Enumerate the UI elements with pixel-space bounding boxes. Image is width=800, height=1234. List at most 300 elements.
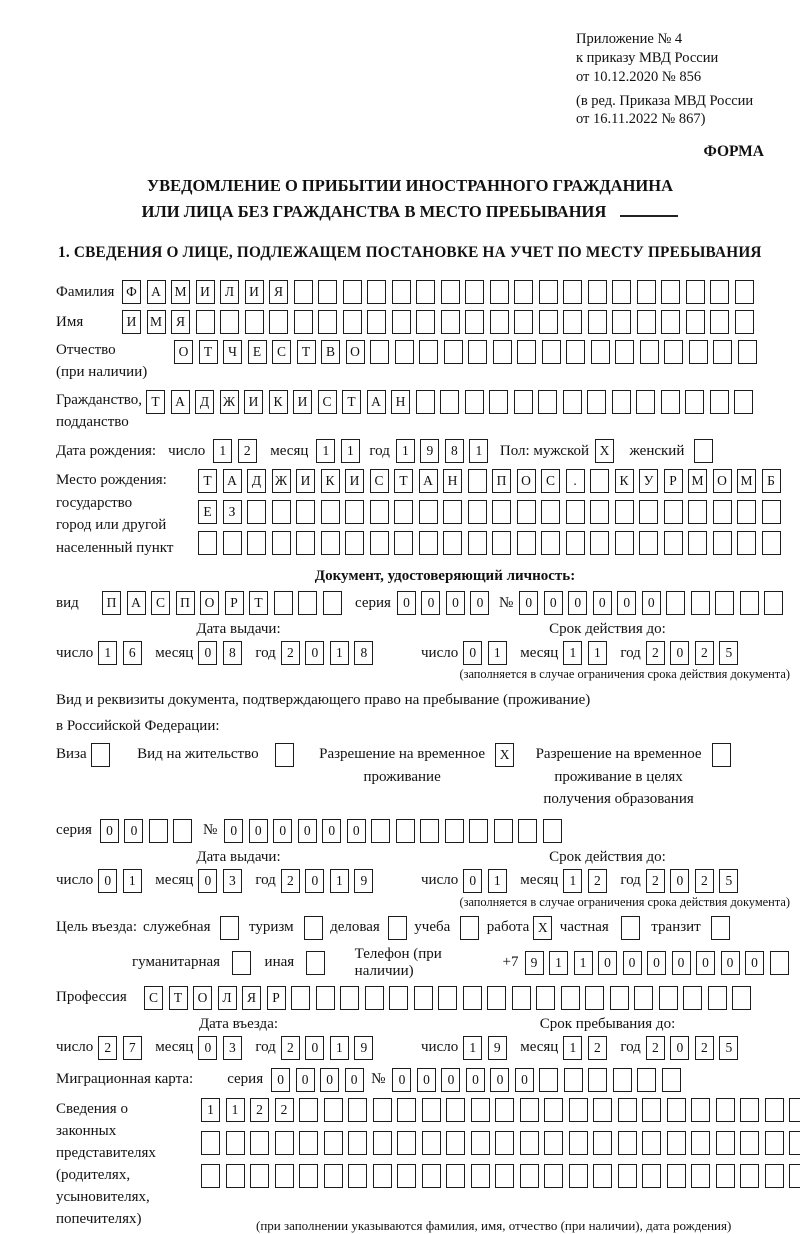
form-cell[interactable]	[713, 500, 732, 524]
form-cell[interactable]: Ж	[220, 390, 239, 414]
form-cell[interactable]: Р	[225, 591, 244, 615]
form-cell[interactable]: 0	[598, 951, 617, 975]
form-cell[interactable]: Л	[220, 280, 239, 304]
form-cell[interactable]: К	[615, 469, 634, 493]
form-cell[interactable]: С	[151, 591, 170, 615]
form-cell[interactable]: 0	[519, 591, 538, 615]
form-cell[interactable]	[416, 310, 435, 334]
form-cell[interactable]	[419, 500, 438, 524]
form-cell[interactable]	[637, 280, 656, 304]
form-cell[interactable]	[397, 1098, 416, 1122]
temp-residence-edu-checkbox[interactable]	[712, 743, 731, 767]
form-cell[interactable]: 2	[588, 869, 607, 893]
form-cell[interactable]	[198, 531, 217, 555]
form-cell[interactable]	[686, 280, 705, 304]
form-cell[interactable]	[686, 310, 705, 334]
form-cell[interactable]: 0	[271, 1068, 290, 1092]
form-cell[interactable]	[468, 531, 487, 555]
form-cell[interactable]	[738, 340, 757, 364]
form-cell[interactable]	[201, 1164, 220, 1188]
form-cell[interactable]: И	[345, 469, 364, 493]
form-cell[interactable]: 1	[330, 1036, 349, 1060]
form-cell[interactable]	[520, 1098, 539, 1122]
form-cell[interactable]	[541, 531, 560, 555]
form-cell[interactable]: О	[193, 986, 212, 1010]
form-cell[interactable]: С	[541, 469, 560, 493]
form-cell[interactable]: 0	[568, 591, 587, 615]
form-cell[interactable]	[371, 819, 390, 843]
form-cell[interactable]: 5	[719, 1036, 738, 1060]
form-cell[interactable]: 0	[124, 819, 143, 843]
form-cell[interactable]	[397, 1164, 416, 1188]
form-cell[interactable]	[667, 1098, 686, 1122]
form-cell[interactable]	[441, 310, 460, 334]
form-cell[interactable]: 0	[397, 591, 416, 615]
form-cell[interactable]: 2	[98, 1036, 117, 1060]
form-cell[interactable]: 1	[341, 439, 360, 463]
form-cell[interactable]	[348, 1164, 367, 1188]
form-cell[interactable]: А	[367, 390, 386, 414]
form-cell[interactable]: 0	[515, 1068, 534, 1092]
form-cell[interactable]	[732, 986, 751, 1010]
form-cell[interactable]: 0	[417, 1068, 436, 1092]
form-cell[interactable]: 2	[646, 1036, 665, 1060]
form-cell[interactable]	[321, 531, 340, 555]
form-cell[interactable]: Я	[269, 280, 288, 304]
form-cell[interactable]	[685, 390, 704, 414]
form-cell[interactable]	[517, 531, 536, 555]
form-cell[interactable]	[370, 340, 389, 364]
form-cell[interactable]: Т	[249, 591, 268, 615]
form-cell[interactable]	[689, 340, 708, 364]
form-cell[interactable]	[789, 1131, 800, 1155]
form-cell[interactable]	[661, 280, 680, 304]
form-cell[interactable]	[201, 1131, 220, 1155]
form-cell[interactable]	[683, 986, 702, 1010]
form-cell[interactable]	[468, 469, 487, 493]
form-cell[interactable]	[471, 1131, 490, 1155]
form-cell[interactable]: 0	[490, 1068, 509, 1092]
form-cell[interactable]	[445, 819, 464, 843]
form-cell[interactable]: 7	[123, 1036, 142, 1060]
form-cell[interactable]: 0	[446, 591, 465, 615]
form-cell[interactable]	[395, 340, 414, 364]
form-cell[interactable]	[667, 1131, 686, 1155]
form-cell[interactable]	[566, 500, 585, 524]
residence-permit-checkbox[interactable]	[275, 743, 294, 767]
purpose-official-checkbox[interactable]	[220, 916, 239, 940]
form-cell[interactable]: 1	[574, 951, 593, 975]
form-cell[interactable]	[770, 951, 789, 975]
form-cell[interactable]	[348, 1098, 367, 1122]
form-cell[interactable]	[446, 1098, 465, 1122]
form-cell[interactable]	[639, 531, 658, 555]
form-cell[interactable]	[735, 310, 754, 334]
form-cell[interactable]: 9	[354, 1036, 373, 1060]
form-cell[interactable]: 0	[593, 591, 612, 615]
form-cell[interactable]: Т	[146, 390, 165, 414]
form-cell[interactable]: 2	[238, 439, 257, 463]
form-cell[interactable]	[710, 390, 729, 414]
form-cell[interactable]: 1	[123, 869, 142, 893]
form-cell[interactable]	[373, 1098, 392, 1122]
form-cell[interactable]	[490, 310, 509, 334]
form-cell[interactable]	[438, 986, 457, 1010]
form-cell[interactable]: 0	[296, 1068, 315, 1092]
form-cell[interactable]	[422, 1164, 441, 1188]
form-cell[interactable]	[220, 310, 239, 334]
form-cell[interactable]: 1	[330, 869, 349, 893]
form-cell[interactable]	[613, 1068, 632, 1092]
form-cell[interactable]: 1	[563, 641, 582, 665]
form-cell[interactable]	[591, 340, 610, 364]
form-cell[interactable]	[419, 340, 438, 364]
form-cell[interactable]	[512, 986, 531, 1010]
form-cell[interactable]	[541, 500, 560, 524]
form-cell[interactable]	[275, 1131, 294, 1155]
form-cell[interactable]: 0	[672, 951, 691, 975]
form-cell[interactable]	[740, 591, 759, 615]
sex-female-checkbox[interactable]	[694, 439, 713, 463]
form-cell[interactable]: .	[566, 469, 585, 493]
form-cell[interactable]	[590, 469, 609, 493]
form-cell[interactable]: У	[639, 469, 658, 493]
form-cell[interactable]: 2	[281, 869, 300, 893]
form-cell[interactable]: Т	[199, 340, 218, 364]
form-cell[interactable]: 0	[623, 951, 642, 975]
form-cell[interactable]	[593, 1098, 612, 1122]
purpose-study-checkbox[interactable]	[460, 916, 479, 940]
form-cell[interactable]	[666, 591, 685, 615]
form-cell[interactable]: С	[272, 340, 291, 364]
form-cell[interactable]	[764, 591, 783, 615]
form-cell[interactable]	[737, 500, 756, 524]
form-cell[interactable]	[713, 340, 732, 364]
form-cell[interactable]: 2	[646, 869, 665, 893]
form-cell[interactable]	[514, 310, 533, 334]
form-cell[interactable]	[710, 310, 729, 334]
form-cell[interactable]	[321, 500, 340, 524]
form-cell[interactable]	[762, 500, 781, 524]
form-cell[interactable]: 2	[281, 1036, 300, 1060]
form-cell[interactable]: 2	[695, 1036, 714, 1060]
form-cell[interactable]	[291, 986, 310, 1010]
form-cell[interactable]	[443, 531, 462, 555]
form-cell[interactable]	[642, 1098, 661, 1122]
purpose-tourism-checkbox[interactable]	[304, 916, 323, 940]
purpose-humanitarian-checkbox[interactable]	[232, 951, 251, 975]
form-cell[interactable]	[713, 531, 732, 555]
form-cell[interactable]	[612, 390, 631, 414]
form-cell[interactable]: Т	[342, 390, 361, 414]
form-cell[interactable]: 2	[250, 1098, 269, 1122]
form-cell[interactable]	[275, 1164, 294, 1188]
form-cell[interactable]	[299, 1164, 318, 1188]
form-cell[interactable]	[642, 1164, 661, 1188]
form-cell[interactable]	[538, 390, 557, 414]
form-cell[interactable]: О	[713, 469, 732, 493]
form-cell[interactable]	[440, 390, 459, 414]
form-cell[interactable]	[716, 1164, 735, 1188]
form-cell[interactable]	[416, 280, 435, 304]
form-cell[interactable]: А	[127, 591, 146, 615]
form-cell[interactable]	[563, 390, 582, 414]
form-cell[interactable]	[365, 986, 384, 1010]
form-cell[interactable]	[247, 531, 266, 555]
form-cell[interactable]: П	[102, 591, 121, 615]
form-cell[interactable]	[392, 310, 411, 334]
form-cell[interactable]	[465, 390, 484, 414]
form-cell[interactable]	[420, 819, 439, 843]
form-cell[interactable]: 1	[330, 641, 349, 665]
form-cell[interactable]	[471, 1164, 490, 1188]
form-cell[interactable]: О	[174, 340, 193, 364]
form-cell[interactable]: 0	[198, 869, 217, 893]
form-cell[interactable]: 0	[617, 591, 636, 615]
form-cell[interactable]	[615, 500, 634, 524]
form-cell[interactable]	[688, 531, 707, 555]
form-cell[interactable]	[716, 1098, 735, 1122]
form-cell[interactable]	[593, 1131, 612, 1155]
sex-male-checkbox[interactable]: X	[595, 439, 614, 463]
form-cell[interactable]: 0	[670, 869, 689, 893]
form-cell[interactable]	[318, 280, 337, 304]
form-cell[interactable]: И	[244, 390, 263, 414]
form-cell[interactable]	[422, 1131, 441, 1155]
form-cell[interactable]: 0	[305, 869, 324, 893]
form-cell[interactable]: 0	[320, 1068, 339, 1092]
form-cell[interactable]: К	[321, 469, 340, 493]
form-cell[interactable]	[642, 1131, 661, 1155]
form-cell[interactable]	[518, 819, 537, 843]
form-cell[interactable]	[634, 986, 653, 1010]
form-cell[interactable]: 1	[396, 439, 415, 463]
form-cell[interactable]	[490, 280, 509, 304]
form-cell[interactable]	[593, 1164, 612, 1188]
form-cell[interactable]	[370, 500, 389, 524]
form-cell[interactable]: С	[144, 986, 163, 1010]
form-cell[interactable]	[585, 986, 604, 1010]
form-cell[interactable]	[370, 531, 389, 555]
form-cell[interactable]	[324, 1098, 343, 1122]
form-cell[interactable]	[247, 500, 266, 524]
form-cell[interactable]	[422, 1098, 441, 1122]
form-cell[interactable]	[416, 390, 435, 414]
form-cell[interactable]: А	[223, 469, 242, 493]
form-cell[interactable]: 9	[488, 1036, 507, 1060]
form-cell[interactable]	[734, 390, 753, 414]
form-cell[interactable]	[737, 531, 756, 555]
form-cell[interactable]: 1	[201, 1098, 220, 1122]
form-cell[interactable]	[269, 310, 288, 334]
form-cell[interactable]	[610, 986, 629, 1010]
form-cell[interactable]	[762, 531, 781, 555]
form-cell[interactable]	[539, 280, 558, 304]
form-cell[interactable]: 0	[224, 819, 243, 843]
form-cell[interactable]	[494, 819, 513, 843]
form-cell[interactable]: 0	[322, 819, 341, 843]
form-cell[interactable]	[487, 986, 506, 1010]
form-cell[interactable]	[392, 280, 411, 304]
form-cell[interactable]: 9	[354, 869, 373, 893]
form-cell[interactable]	[716, 1131, 735, 1155]
form-cell[interactable]: 0	[421, 591, 440, 615]
form-cell[interactable]	[740, 1164, 759, 1188]
form-cell[interactable]	[367, 310, 386, 334]
form-cell[interactable]: М	[171, 280, 190, 304]
form-cell[interactable]: И	[245, 280, 264, 304]
form-cell[interactable]	[396, 819, 415, 843]
form-cell[interactable]	[542, 340, 561, 364]
form-cell[interactable]: 0	[98, 869, 117, 893]
form-cell[interactable]	[173, 819, 192, 843]
form-cell[interactable]	[691, 1098, 710, 1122]
form-cell[interactable]: 2	[281, 641, 300, 665]
form-cell[interactable]: 1	[563, 1036, 582, 1060]
form-cell[interactable]: О	[346, 340, 365, 364]
form-cell[interactable]	[765, 1131, 784, 1155]
form-cell[interactable]: 0	[696, 951, 715, 975]
form-cell[interactable]	[343, 310, 362, 334]
form-cell[interactable]	[345, 531, 364, 555]
form-cell[interactable]	[465, 310, 484, 334]
form-cell[interactable]: 0	[345, 1068, 364, 1092]
form-cell[interactable]: 0	[198, 1036, 217, 1060]
form-cell[interactable]	[250, 1164, 269, 1188]
form-cell[interactable]	[543, 819, 562, 843]
form-cell[interactable]	[517, 340, 536, 364]
form-cell[interactable]	[294, 280, 313, 304]
form-cell[interactable]	[514, 280, 533, 304]
form-cell[interactable]: 1	[588, 641, 607, 665]
form-cell[interactable]: Р	[267, 986, 286, 1010]
form-cell[interactable]: Я	[242, 986, 261, 1010]
form-cell[interactable]	[612, 280, 631, 304]
form-cell[interactable]	[495, 1098, 514, 1122]
form-cell[interactable]: 5	[719, 641, 738, 665]
form-cell[interactable]	[296, 531, 315, 555]
form-cell[interactable]	[691, 591, 710, 615]
visa-checkbox[interactable]	[91, 743, 110, 767]
form-cell[interactable]: Т	[394, 469, 413, 493]
form-cell[interactable]	[345, 500, 364, 524]
form-cell[interactable]: Т	[198, 469, 217, 493]
form-cell[interactable]	[340, 986, 359, 1010]
form-cell[interactable]	[389, 986, 408, 1010]
form-cell[interactable]	[394, 500, 413, 524]
form-cell[interactable]	[446, 1164, 465, 1188]
form-cell[interactable]: С	[318, 390, 337, 414]
form-cell[interactable]: 1	[488, 641, 507, 665]
form-cell[interactable]	[740, 1131, 759, 1155]
form-cell[interactable]	[272, 531, 291, 555]
form-cell[interactable]	[471, 1098, 490, 1122]
form-cell[interactable]: 0	[670, 641, 689, 665]
form-cell[interactable]: З	[223, 500, 242, 524]
form-cell[interactable]: 0	[305, 641, 324, 665]
form-cell[interactable]: 0	[745, 951, 764, 975]
form-cell[interactable]: 2	[695, 869, 714, 893]
form-cell[interactable]	[465, 280, 484, 304]
form-cell[interactable]	[536, 986, 555, 1010]
form-cell[interactable]	[588, 280, 607, 304]
form-cell[interactable]	[636, 390, 655, 414]
form-cell[interactable]: 6	[123, 641, 142, 665]
form-cell[interactable]	[544, 1098, 563, 1122]
form-cell[interactable]: Н	[391, 390, 410, 414]
form-cell[interactable]	[688, 500, 707, 524]
form-cell[interactable]	[397, 1131, 416, 1155]
form-cell[interactable]	[149, 819, 168, 843]
form-cell[interactable]: 0	[441, 1068, 460, 1092]
form-cell[interactable]: И	[293, 390, 312, 414]
form-cell[interactable]	[765, 1164, 784, 1188]
form-cell[interactable]: 0	[347, 819, 366, 843]
form-cell[interactable]	[520, 1164, 539, 1188]
form-cell[interactable]	[196, 310, 215, 334]
form-cell[interactable]: Д	[195, 390, 214, 414]
form-cell[interactable]	[367, 280, 386, 304]
form-cell[interactable]	[489, 390, 508, 414]
form-cell[interactable]	[343, 280, 362, 304]
form-cell[interactable]	[446, 1131, 465, 1155]
form-cell[interactable]	[735, 280, 754, 304]
form-cell[interactable]: 5	[719, 869, 738, 893]
form-cell[interactable]	[664, 340, 683, 364]
form-cell[interactable]	[520, 1131, 539, 1155]
form-cell[interactable]: О	[517, 469, 536, 493]
purpose-business-checkbox[interactable]	[388, 916, 407, 940]
form-cell[interactable]	[588, 1068, 607, 1092]
form-cell[interactable]	[299, 1098, 318, 1122]
form-cell[interactable]	[539, 1068, 558, 1092]
form-cell[interactable]	[563, 310, 582, 334]
form-cell[interactable]	[468, 500, 487, 524]
form-cell[interactable]: 8	[354, 641, 373, 665]
form-cell[interactable]: 1	[463, 1036, 482, 1060]
form-cell[interactable]	[618, 1131, 637, 1155]
form-cell[interactable]	[789, 1164, 800, 1188]
form-cell[interactable]	[569, 1164, 588, 1188]
form-cell[interactable]: Е	[198, 500, 217, 524]
form-cell[interactable]	[294, 310, 313, 334]
form-cell[interactable]: 0	[544, 591, 563, 615]
form-cell[interactable]	[564, 1068, 583, 1092]
form-cell[interactable]	[569, 1098, 588, 1122]
form-cell[interactable]	[316, 986, 335, 1010]
form-cell[interactable]	[373, 1164, 392, 1188]
form-cell[interactable]: К	[269, 390, 288, 414]
form-cell[interactable]: 1	[98, 641, 117, 665]
form-cell[interactable]	[517, 500, 536, 524]
form-cell[interactable]	[563, 280, 582, 304]
form-cell[interactable]: А	[419, 469, 438, 493]
form-cell[interactable]	[639, 500, 658, 524]
form-cell[interactable]: 2	[695, 641, 714, 665]
form-cell[interactable]: 9	[420, 439, 439, 463]
form-cell[interactable]	[463, 986, 482, 1010]
form-cell[interactable]: С	[370, 469, 389, 493]
form-cell[interactable]	[274, 591, 293, 615]
form-cell[interactable]: 0	[392, 1068, 411, 1092]
form-cell[interactable]: И	[196, 280, 215, 304]
form-cell[interactable]: Ж	[272, 469, 291, 493]
form-cell[interactable]	[394, 531, 413, 555]
form-cell[interactable]	[615, 340, 634, 364]
form-cell[interactable]: М	[688, 469, 707, 493]
form-cell[interactable]	[468, 340, 487, 364]
form-cell[interactable]	[691, 1131, 710, 1155]
